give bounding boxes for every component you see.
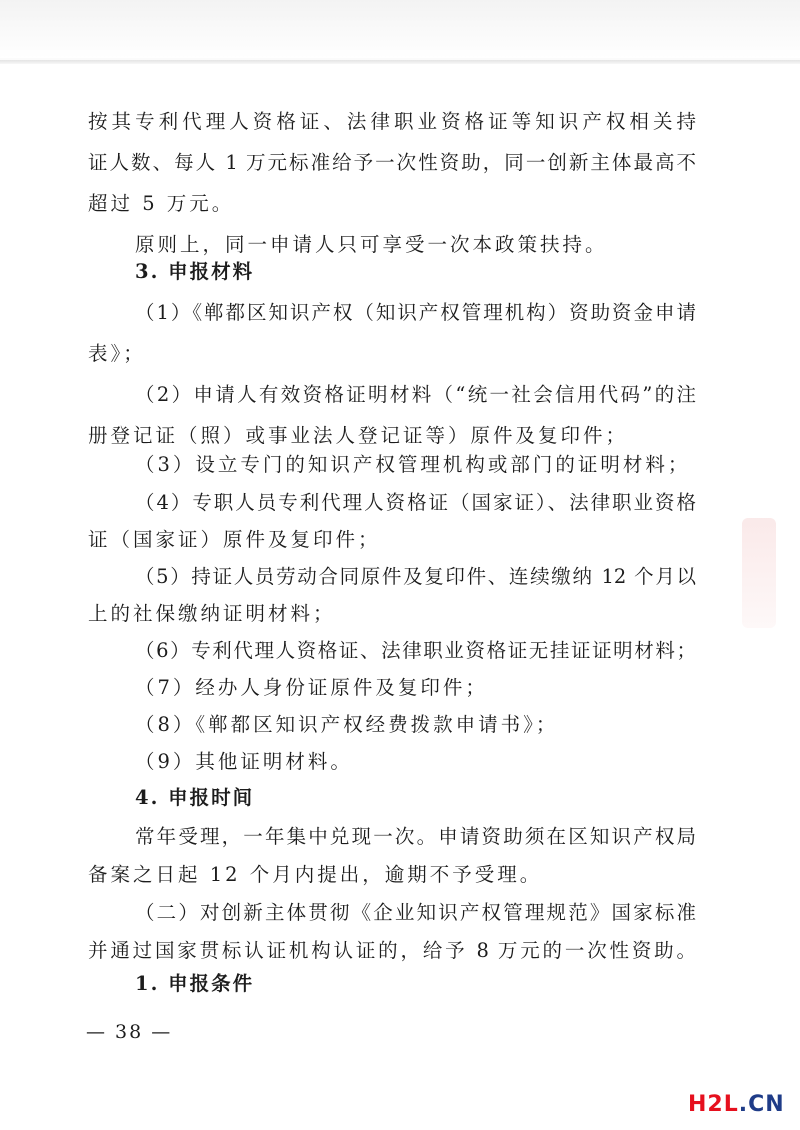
list-item-line: （9）其他证明材料。 — [135, 750, 353, 773]
list-item-line: （1）《郸都区知识产权（知识产权管理机构）资助资金申请 — [135, 301, 696, 324]
body-text-line: 并通过国家贯标认证机构认证的，给予 8 万元的一次性资助。 — [88, 939, 696, 962]
list-item-line: （5）持证人员劳动合同原件及复印件、连续缴纳 12 个月以 — [135, 565, 696, 588]
list-item-line: （3）设立专门的知识产权管理机构或部门的证明材料； — [135, 453, 691, 476]
watermark-blue-text: .CN — [738, 1092, 785, 1117]
scan-top-margin — [0, 0, 800, 58]
list-item-line: 上的社保缴纳证明材料； — [88, 602, 336, 625]
body-text-line: 常年受理，一年集中兑现一次。申请资助须在区知识产权局 — [135, 825, 696, 848]
body-text-line: 按其专利代理人资格证、法律职业资格证等知识产权相关持 — [88, 110, 696, 133]
list-item-line: 证（国家证）原件及复印件； — [88, 528, 381, 551]
red-seal-mark — [742, 518, 776, 628]
watermark-red-text: H2L — [688, 1092, 739, 1117]
body-text-line: 原则上，同一申请人只可享受一次本政策扶持。 — [135, 233, 608, 256]
site-watermark — [688, 1092, 785, 1117]
body-text-line: 备案之日起 12 个月内提出，逾期不予受理。 — [88, 863, 543, 886]
list-item-line: （8）《郸都区知识产权经费拨款申请书》； — [135, 713, 559, 736]
list-item-line: （7）经办人身份证原件及复印件； — [135, 676, 488, 699]
section-heading: 1. 申报条件 — [135, 972, 255, 995]
body-text-line: 证人数、每人 1 万元标准给予一次性资助，同一创新主体最高不 — [88, 151, 696, 174]
list-item-line: （6）专利代理人资格证、法律职业资格证无挂证证明材料； — [135, 639, 696, 662]
document-page — [0, 64, 800, 1130]
list-item-line: （4）专职人员专利代理人资格证（国家证）、法律职业资格 — [135, 491, 696, 514]
section-heading: 4. 申报时间 — [135, 786, 255, 809]
list-item-line: 表》； — [88, 342, 146, 365]
body-text-line: 超过 5 万元。 — [88, 192, 235, 215]
list-item-line: 册登记证（照）或事业法人登记证等）原件及复印件； — [88, 424, 629, 447]
page-number: — 38 — — [86, 1021, 173, 1043]
body-text-line: （二）对创新主体贯彻《企业知识产权管理规范》国家标准 — [135, 901, 696, 924]
list-item-line: （2）申请人有效资格证明材料（“统一社会信用代码”的注 — [135, 383, 696, 406]
section-heading: 3. 申报材料 — [135, 260, 255, 283]
